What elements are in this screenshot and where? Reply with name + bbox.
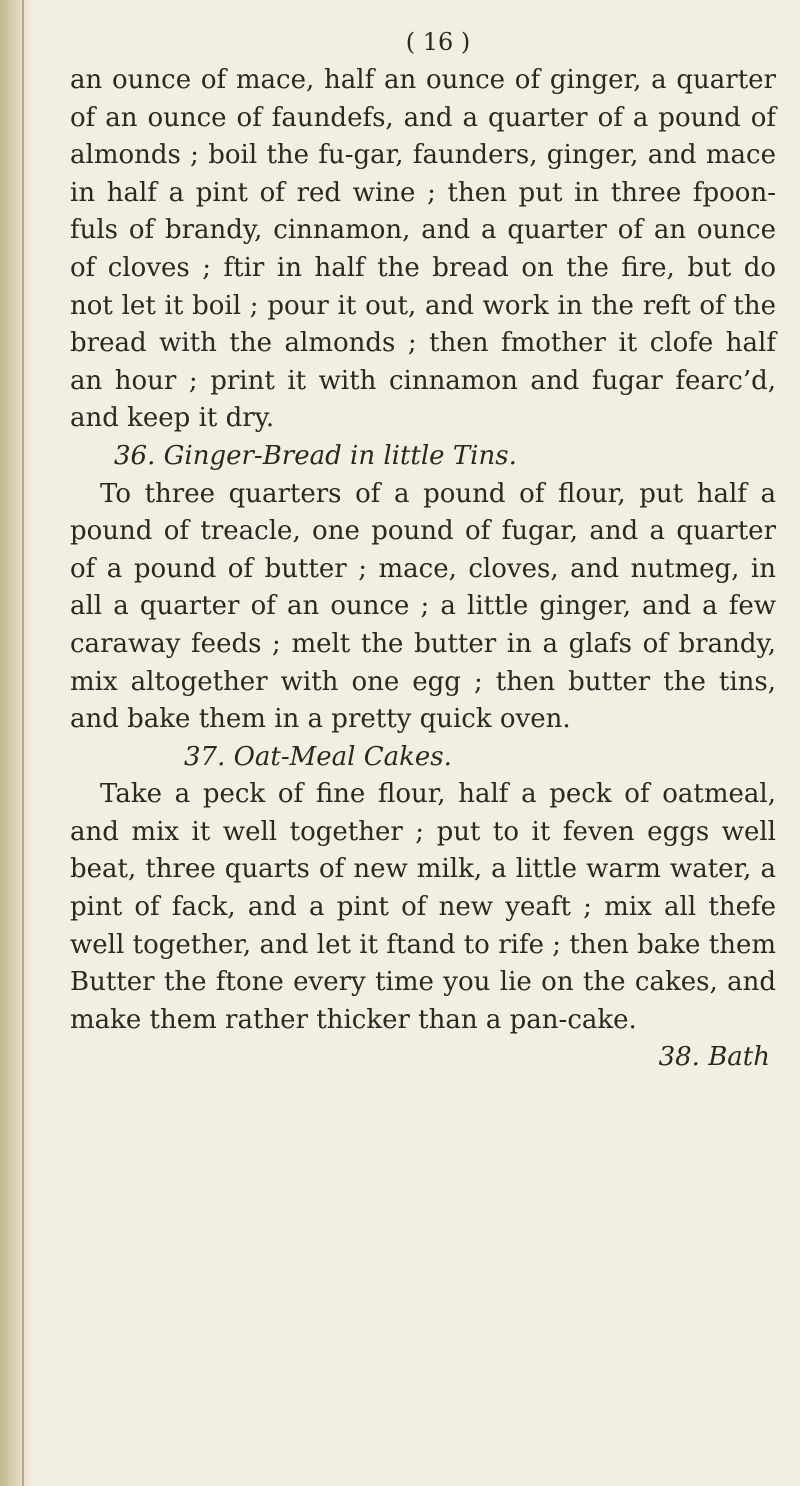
catchword: 38. Bath: [658, 1042, 770, 1073]
recipe-35-body: an ounce of mace, half an ounce of ginger, a quarter of an ounce of faundefs, and a quarter of a pound of almonds ; boil the fu-gar, faunders, ginger, and mace in half a pint of red wine ; then put in three fpoon-fuls of brandy, cinnamon, and a quarter of an ounce of cloves ; ftir in half the bread on the fire, but do not let it boil ; pour it out, and work in the reft of the bread with the almonds ; then fmother it clofe half an hour ; print it with cinnamon and fugar fearc’d, and keep it dry.: [70, 65, 776, 434]
binding-edge-line: [22, 0, 24, 1486]
recipe-37-heading: 37. Oat-Meal Cakes.: [184, 741, 452, 772]
page-number: ( 16 ): [405, 28, 471, 56]
book-page: [70, 22, 776, 1077]
recipe-36-body: To three quarters of a pound of flour, put half a pound of treacle, one pound of fugar, and a quarter of a pound of butter ; mace, cloves, and nutmeg, in all a quarter of an ounce ; a little ginger, and a few caraway feeds ; melt the butter in a glafs of brandy, mix altogether with one egg ; then butter the tins, and bake them in a pretty quick oven.: [70, 478, 776, 735]
recipe-36-heading: 36. Ginger-Bread in little Tins.: [114, 440, 517, 471]
recipe-37-body: Take a peck of fine flour, half a peck of oatmeal, and mix it well together ; put to it feven eggs well beat, three quarts of new milk, a little warm water, a pint of fack, and a pint of new yeaft ; mix all thefe well together, and let it ftand to rife ; then bake them Butter the ftone every time you lie on the cakes, and make them rather thicker than a pan-cake.: [70, 779, 776, 1035]
binding-gutter: [0, 0, 34, 1486]
